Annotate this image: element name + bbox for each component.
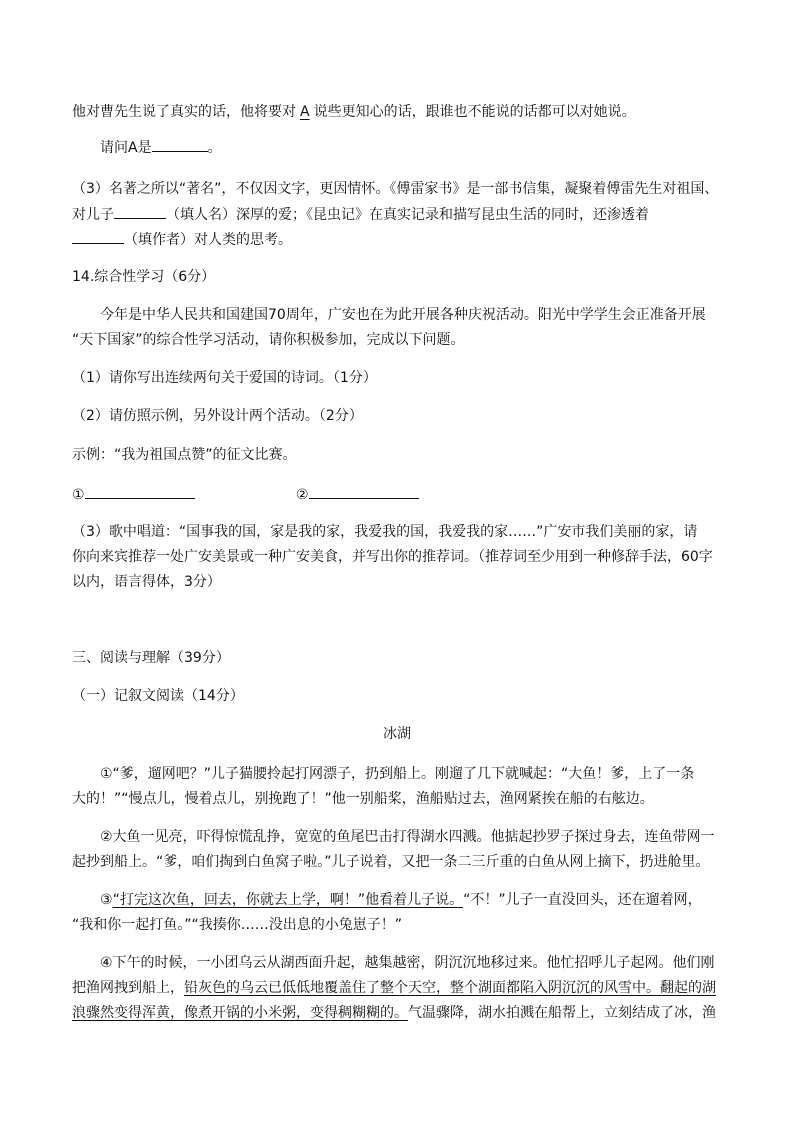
question-1: （1）请你写出连续两句关于爱国的诗词。（1分） xyxy=(72,370,377,386)
activity-1: ① xyxy=(72,484,195,505)
underlined-sentence: 铅灰色的乌云已低低地覆盖住了整个天空，整个湖面都陷入阴沉沉的风雪中。翻起的湖 xyxy=(184,980,716,996)
answer-blank[interactable] xyxy=(85,484,195,499)
answer-blank[interactable] xyxy=(114,204,166,219)
paragraph-14-line-1: 今年是中华人民共和国建国70周年，广安也在为此开展各种庆祝活动。阳光中学学生会正准备开展 xyxy=(100,307,706,323)
underlined-sentence: “打完这次鱼，回去，你就去上学，啊！”他看着儿子说。 xyxy=(112,892,464,908)
text-line: 他对曹先生说了真实的话，他将要对 A 说些更知心的话，跟谁也不能说的话都可以对她说。 xyxy=(72,104,636,120)
answer-blank[interactable] xyxy=(309,484,419,499)
activity-2: ② xyxy=(296,484,419,505)
question-line: 请问A是 。 xyxy=(100,137,222,158)
example-line: 示例：“我为祖国点赞”的征文比赛。 xyxy=(72,447,297,463)
passage-para-2-line-2: 起抄到船上。“爹，咱们掏到白鱼窝子啦。”儿子说着，又把一条二三斤重的白鱼从网上摘下，扔进舱里。 xyxy=(72,854,710,870)
answer-blank[interactable] xyxy=(72,229,124,244)
passage-para-1-line-1: ①“爹，遛网吧？”儿子猫腰拎起打网漂子，扔到船上。刚遛了几下就喊起：“大鱼！爹，上了一条 xyxy=(100,766,695,782)
passage-para-3-line-2: “我和你一起打鱼。”“我揍你……没出息的小兔崽子！” xyxy=(72,917,403,933)
underlined-sentence: 浪骤然变得浑黄，像煮开锅的小米粥，变得稠糊糊的。 xyxy=(72,1005,408,1021)
question-2: （2）请仿照示例，另外设计两个活动。（2分） xyxy=(72,408,363,424)
question-3-line-1: （3）名著之所以“著名”，不仅因文字，更因情怀。《傅雷家书》是一部书信集，凝聚着傅雷先生对祖国、 xyxy=(72,181,719,197)
paragraph-14-line-2: “天下国家”的综合性学习活动，请你积极参加，完成以下问题。 xyxy=(72,332,465,348)
question-3-line-2: 对儿子 （填人名）深厚的爱；《昆虫记》在真实记录和描写昆虫生活的同时，还渗透着 xyxy=(72,204,649,225)
passage-title: 冰湖 xyxy=(383,726,411,742)
subsection-heading: （一）记叙文阅读（14分） xyxy=(72,688,244,704)
passage-para-4-line-3: 浪骤然变得浑黄，像煮开锅的小米粥，变得稠糊糊的。气温骤降，湖水拍溅在船帮上，立刻结成了冰，渔 xyxy=(72,1005,716,1021)
question-3b-line-3: 以内，语言得体，3分） xyxy=(72,574,221,590)
question-3-line-3: （填作者）对人类的思考。 xyxy=(72,229,292,250)
blank-answer-a: A xyxy=(300,104,310,120)
question-3b-line-1: （3）歌中唱道：“国事我的国，家是我的家，我爱我的国，我爱我的家……”广安市我们美丽的家，请 xyxy=(72,524,698,540)
passage-para-2-line-1: ②大鱼一见亮，吓得惊慌乱挣，宽宽的鱼尾巴击打得湖水四溅。他掂起抄罗子探过身去，连鱼带网一 xyxy=(100,829,715,845)
passage-para-4-line-2: 把渔网拽到船上，铅灰色的乌云已低低地覆盖住了整个天空，整个湖面都陷入阴沉沉的风雪中。翻起的湖 xyxy=(72,980,716,996)
question-3b-line-2: 你向来宾推荐一处广安美景或一种广安美食，并写出你的推荐词。（推荐词至少用到一种修辞手法，60字 xyxy=(72,549,713,565)
passage-para-1-line-2: 大的！”“慢点儿，慢着点儿，别挽跑了！”他一别船桨，渔船贴过去，渔网紧挨在船的右舷边。 xyxy=(72,791,654,807)
passage-para-4-line-1: ④下午的时候，一小团乌云从湖西面升起，越集越密，阴沉沉地移过来。他忙招呼儿子起网。他们刚 xyxy=(100,955,715,971)
section-3-heading: 三、阅读与理解（39分） xyxy=(72,650,230,666)
passage-para-3-line-1: ③“打完这次鱼，回去，你就去上学，啊！”他看着儿子说。“不！”儿子一直没回头，还在遛着网， xyxy=(100,892,702,908)
answer-blank[interactable] xyxy=(152,137,208,152)
section-14-heading: 14.综合性学习（6分） xyxy=(72,269,216,285)
